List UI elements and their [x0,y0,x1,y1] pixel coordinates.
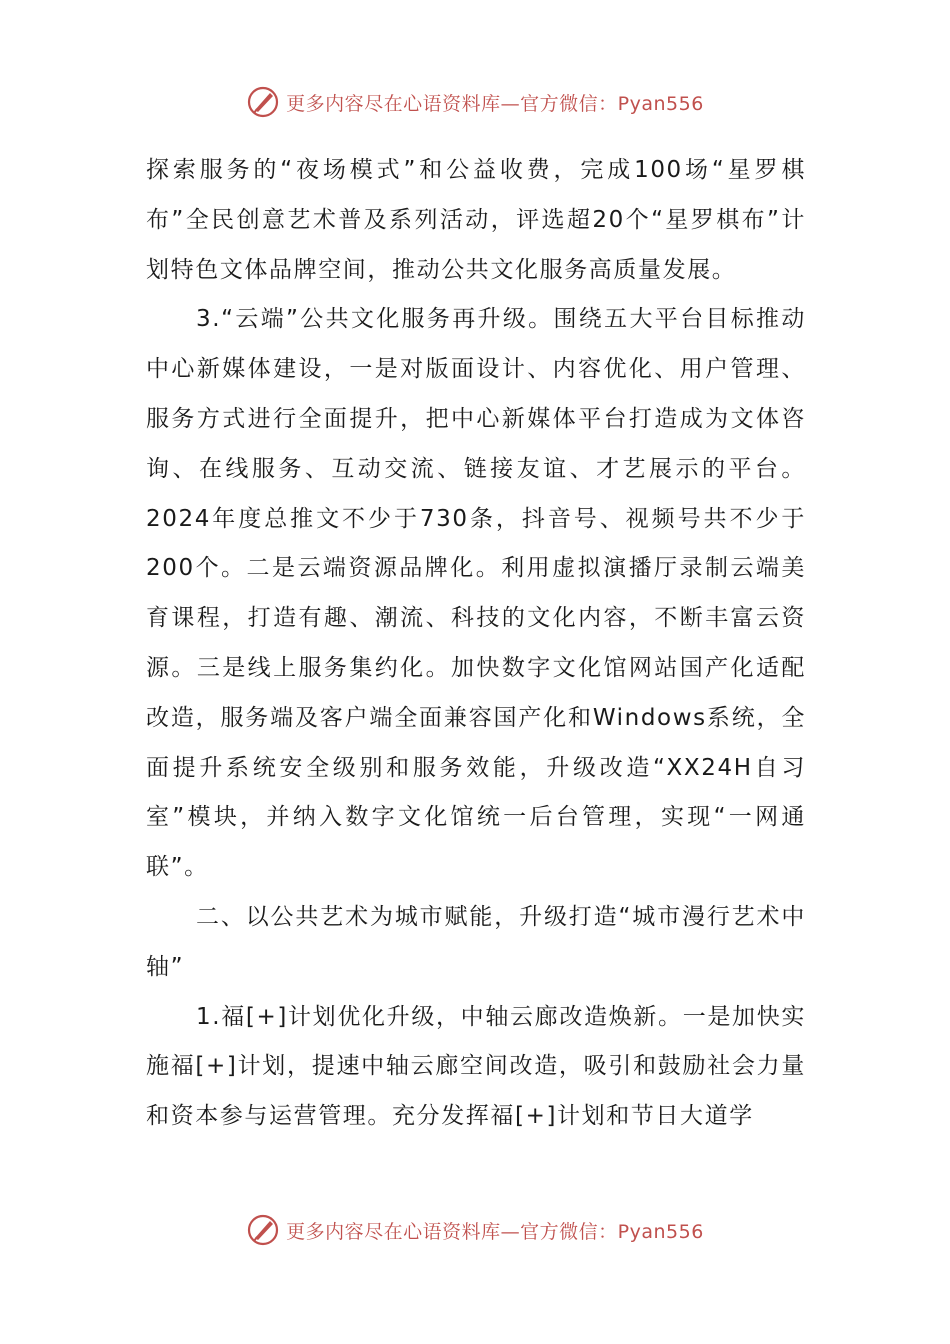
paragraph-3: 1.福[+]计划优化升级，中轴云廊改造焕新。一是加快实施福[+]计划，提速中轴云廊空间改造，吸引和鼓励社会力量和资本参与运营管理。充分发挥福[+]计划和节日大道学 [146,1003,806,1130]
footer-banner [0,1210,950,1250]
header-wechat-id: Pyan556 [617,92,704,115]
section-heading: 二、以公共艺术为城市赋能，升级打造“城市漫行艺术中轴” [146,903,806,980]
document-body [146,146,806,1142]
paragraph-1: 探索服务的“夜场模式”和公益收费，完成100场“星罗棋布”全民创意艺术普及系列活动，评选超20个“星罗棋布”计划特色文体品牌空间，推动公共文化服务高质量发展。 [146,157,806,283]
quill-seal-icon [246,1213,280,1247]
footer-banner-text: 更多内容尽在心语资料库—官方微信：Pyan556 [286,1220,704,1243]
paragraph-2: 3.“云端”公共文化服务再升级。围绕五大平台目标推动中心新媒体建设，一是对版面设计、内容优化、用户管理、服务方式进行全面提升，把中心新媒体平台打造成为文体咨询、在线服务、互动交流、链接友谊、才艺展示的平台。2024年度总推文不少于730条，抖音号、视频号共不少于200个。二是云端资源品牌化。利用虚拟演播厅录制云端美育课程，打造有趣、潮流、科技的文化内容，不断丰富云资源。三是线上服务集约化。加快数字文化馆网站国产化适配改造，服务端及客户端全面兼容国产化和Windows系统，全面提升系统安全级别和服务效能，升级改造“XX24H自习室”模块，并纳入数字文化馆统一后台管理，实现“一网通联”。 [146,306,806,881]
header-banner-text: 更多内容尽在心语资料库—官方微信：Pyan556 [286,92,704,115]
quill-seal-icon [246,85,280,119]
header-banner [0,82,950,122]
footer-wechat-id: Pyan556 [617,1220,704,1243]
